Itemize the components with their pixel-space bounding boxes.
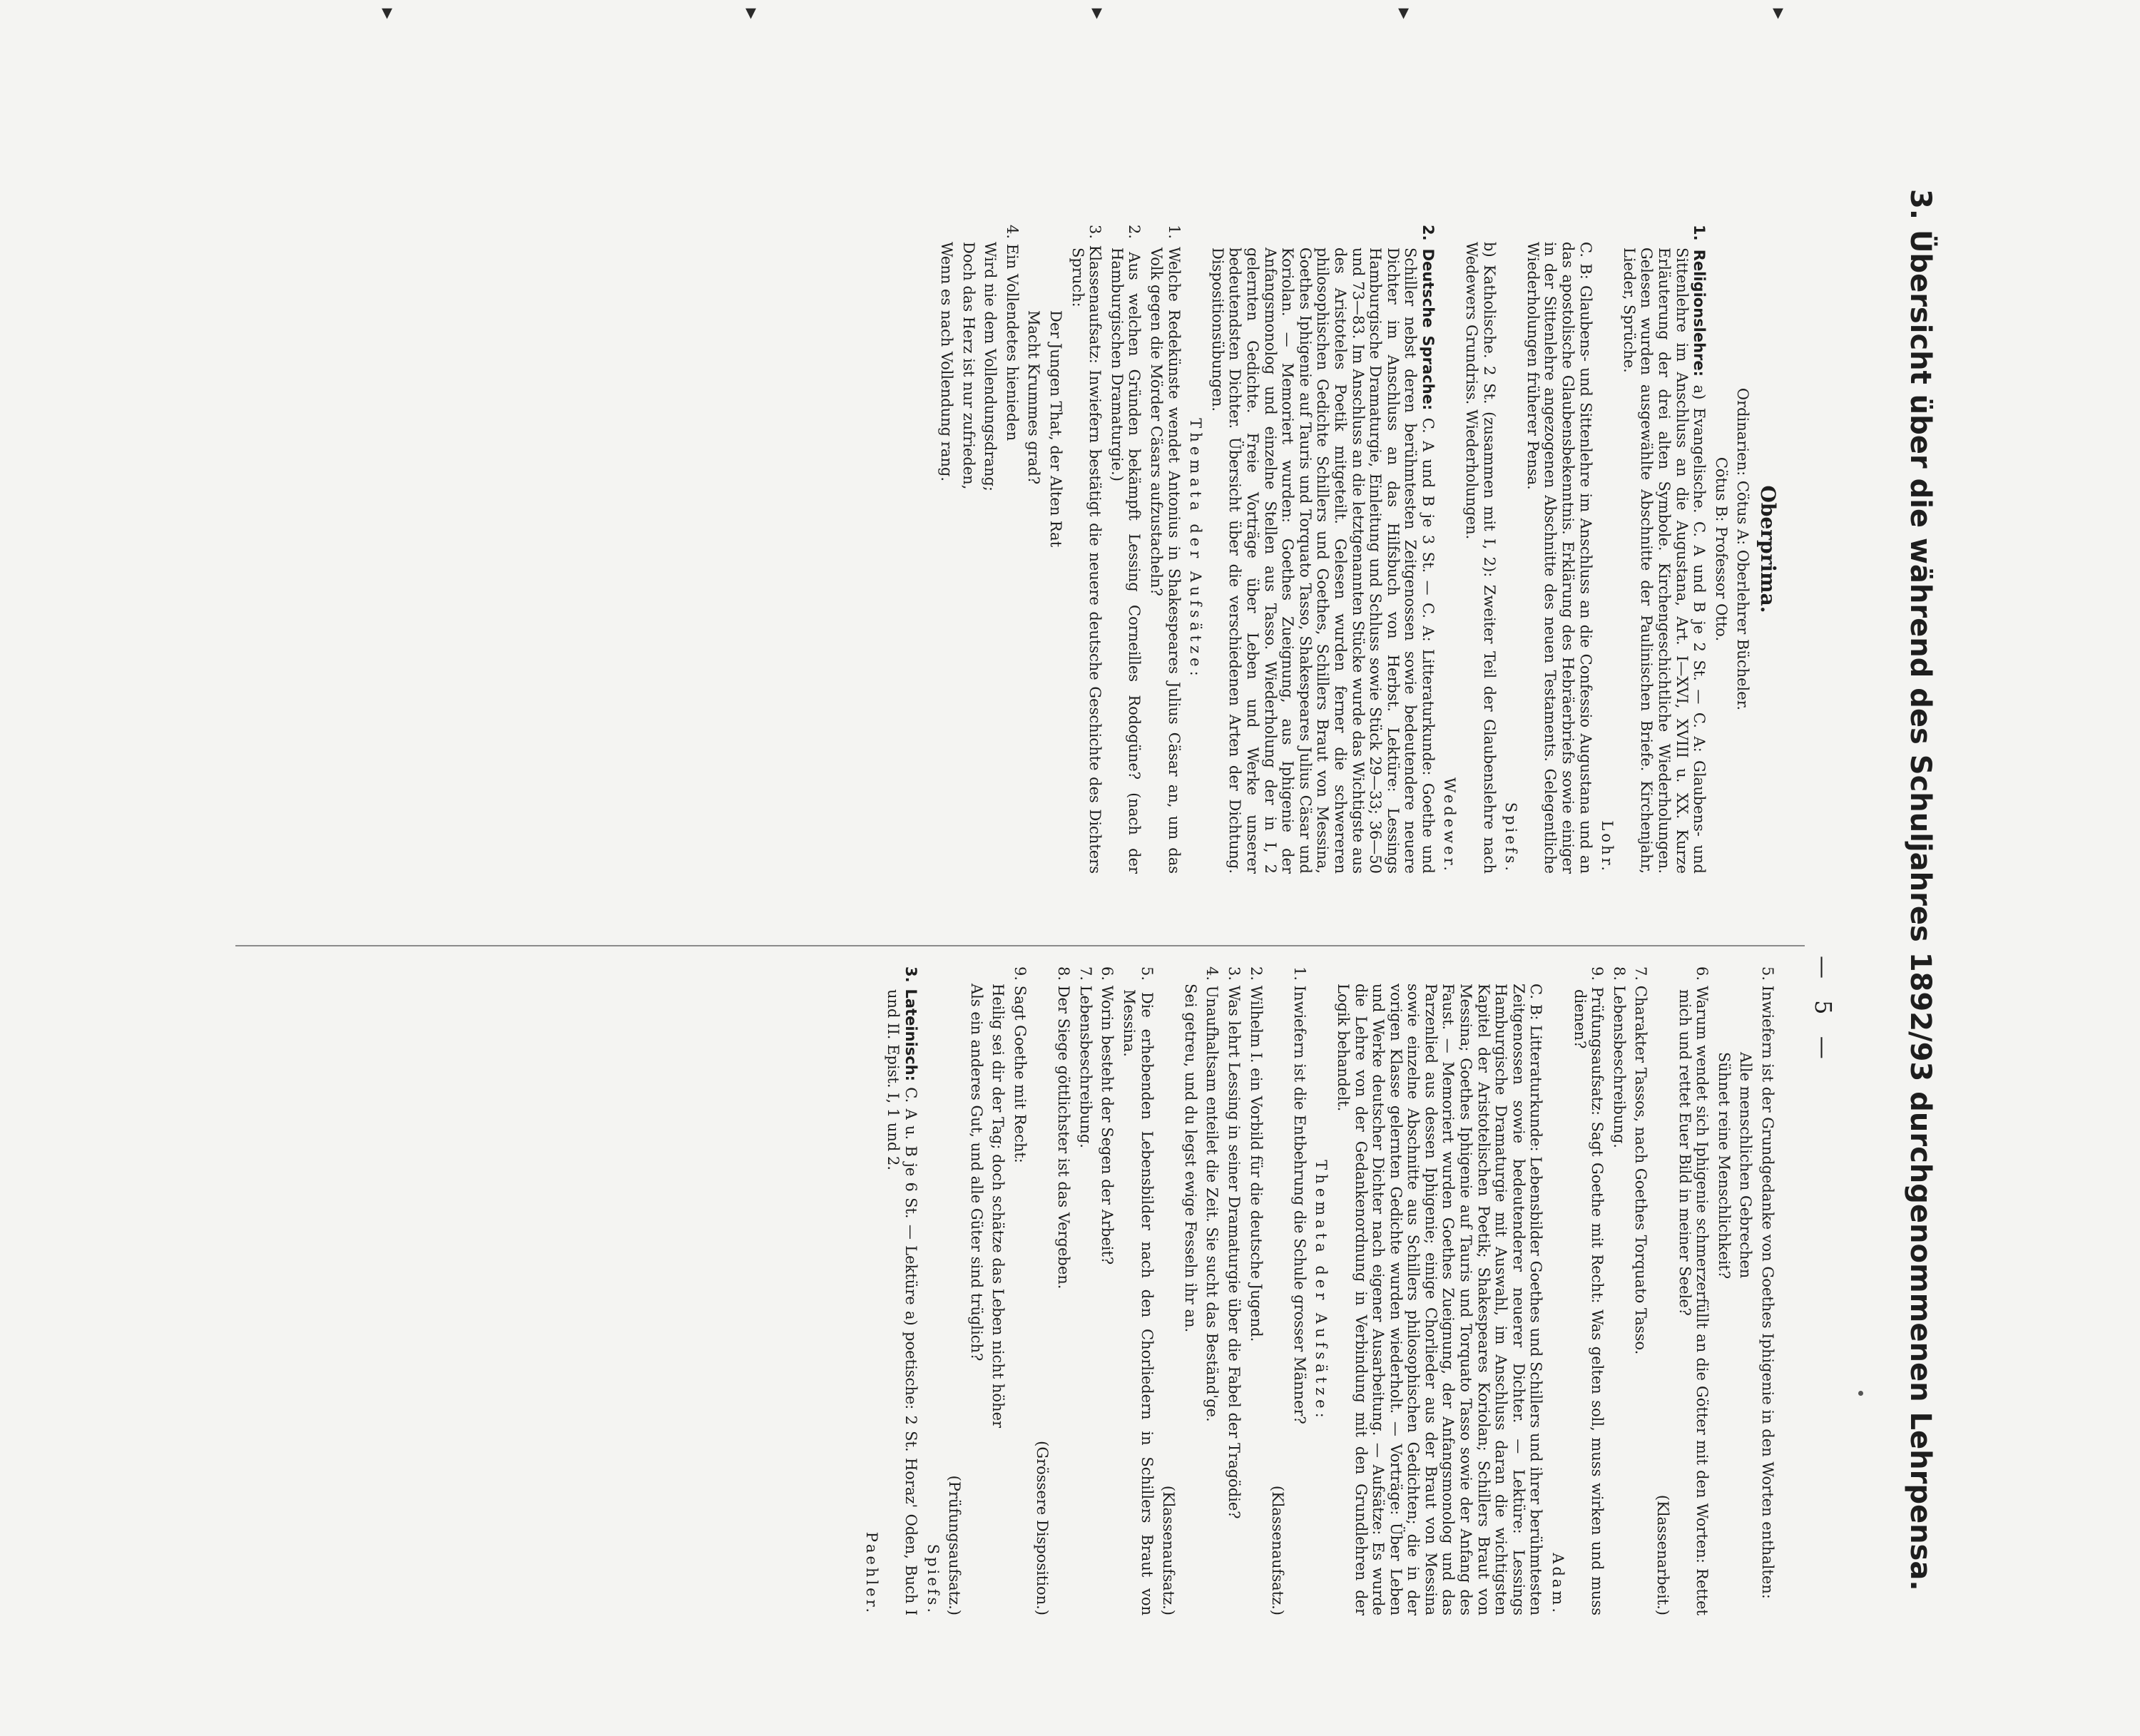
teacher-signature: Adam. [1549, 1553, 1567, 1615]
teacher-signature: Wedewer. [1441, 777, 1459, 874]
poem-line: Alle menschlichen Gebrechen [1737, 1052, 1755, 1279]
binding-mark: ▾ [745, 0, 757, 25]
binding-mark: ▾ [1773, 0, 1784, 25]
thema-item: 6. Worin besteht der Segen der Arbeit? [1099, 966, 1116, 1265]
ordinarien-line [1734, 225, 1752, 874]
page-number: — 5 — [1810, 956, 1837, 1066]
religion-heading: 1. Religionslehre: [1691, 225, 1708, 377]
themata-heading: Themata der Aufsätze: [1187, 418, 1205, 680]
teacher-signature: Spiefs. [1502, 802, 1520, 874]
thema-item: 6. Warum wendet sich Iphigenie schmerzerfüllt an die Götter mit den Worten: Rettet mich und rettet Euer Bild in meiner Seele? [1676, 966, 1711, 1615]
poem-line: Der Jungen That, der Alten Rat [1047, 310, 1065, 548]
themata-heading: Themata der Aufsätze: [1313, 1160, 1330, 1422]
poem-line: Wird nie dem Vollendungsdrang; [982, 242, 999, 491]
page-headline: 3. Übersicht über die während des Schuljahres 1892/93 durchgenommenen Lehrpensa. [1904, 189, 1937, 1591]
poem-line: Doch das Herz ist nur zufrieden, [959, 242, 977, 490]
poem-line: Als ein anderes Gut, und alle Güter sind trüglich? [967, 984, 985, 1362]
binding-mark: ▾ [1398, 0, 1410, 25]
binding-mark: ▾ [1091, 0, 1103, 25]
deutsch-heading: 2. Deutsche Sprache: [1419, 225, 1437, 411]
thema-item: 2. Wilhelm I. ein Vorbild für die deutsche Jugend. [1247, 966, 1265, 1342]
religion-paragraph [1620, 225, 1708, 874]
binding-mark: ▾ [382, 0, 393, 25]
latein-paragraph [885, 966, 919, 1615]
thema-item: 7. Lebensbeschreibung. [1076, 966, 1094, 1148]
latein-heading: 3. Lateinisch: [902, 966, 920, 1081]
thema-item: 1. Welche Redekünste wendet Antonius in Shakespeares Julius Cäsar an, um das Volk gegen die Mörder Cäsars aufzustacheln? [1148, 225, 1183, 874]
thema-item: 4. Ein Vollendetes hienieden [1003, 225, 1021, 441]
thema-item: 8. Der Siege göttlichster ist das Vergeben. [1055, 966, 1073, 1290]
thema-item: 4. Unaufhaltsam enteilet die Zeit. Sie sucht das Beständ'ge. [1203, 966, 1221, 1422]
thema-note: (Prüfungsaufsatz.) [946, 1475, 964, 1615]
poem-line: Sei getreu, und du legst ewige Fesseln ihr an. [1181, 984, 1199, 1333]
thema-item: 8. Lebensbeschreibung. [1610, 966, 1628, 1148]
thema-note: (Klassenaufsatz.) [1269, 1485, 1287, 1615]
thema-item: 5. Inwiefern ist der Grundgedanke von Goethes Iphigenie in den Worten enthalten: [1759, 966, 1776, 1599]
religion-evangelisch-text: a) Evangelische. C. A und B je 2 St. — C. A: Glaubens- und Sittenlehre im Anschluss an die Augustana, Art. I—XVI, XVIII u. XX. Kurze Erläuterung der drei alten Symbole. Kirchengeschichtliche Wiederholungen. Gelesen wurden ausgewählte Abschnitte der Paulinischen Briefe. Kirchenjahr, Lieder, Sprüche. [1620, 247, 1708, 874]
thema-item: 9. Prüfungsaufsatz: Sagt Goethe mit Recht: Was gelten soll, muss wirken und muss dienen? [1571, 966, 1606, 1615]
teacher-signature: Paehler. [862, 1531, 880, 1615]
latein-text: C. A u. B je 6 St. — Lektüre a) poetische: 2 St. Horaz' Oden, Buch I und II. Epist. I, 1 und 2. [885, 989, 920, 1615]
section-title: Oberprima. [1756, 485, 1780, 613]
poem-line: Wenn es nach Vollendung rang. [938, 242, 956, 481]
deutsch-cb-text: C. B: Litteraturkunde: Lebensbilder Goethes und Schillers und ihrer berühmtesten Zeitgenossen sowie bedeutenderer neuerer Dichter. — Lektüre: Lessings Hamburgische Dramaturgie mit Auswahl, im Anschluss daran die wichtigsten Kapitel der Aristotelischen Poetik; Shakespeares Koriolan; Schillers Braut von Messina; Goethes Iphigenie auf Tauris und Torquato Tasso sowie der Anfang des Faust. — Memoriert wurden Goethes Zueignung, der Anfangsmonolog und das Parzenlied aus dessen Iphigenie; einige Chorlieder aus der Braut von Messina sowie einzelne Abschnitte aus Schillers philosophischen Gedichten; die in der vorigen Klasse gelernten Gedichte wurden wiederholt. — Vorträge: Über Leben und Werke deutscher Dichter nach eigener Ausarbeitung. — Aufsätze: Es wurde die Lehre von der Gedankenordnung in Verbindung mit den Grundlehren der Logik behandelt. [1334, 984, 1545, 1615]
rotated-page-content [235, 146, 1937, 1701]
coetus-a: Cötus A: Oberlehrer Bücheler. [1734, 480, 1752, 711]
column-divider [235, 945, 1805, 946]
right-column [858, 966, 1776, 1615]
deutsch-paragraph [1208, 225, 1437, 874]
thema-note: (Klassenarbeit.) [1654, 1494, 1672, 1615]
thema-item: 2. Aus welchen Gründen bekämpft Lessing Corneilles Rodogüne? (nach der Hamburgischen Dramaturgie.) [1108, 225, 1143, 874]
thema-note: (Grössere Disposition.) [1033, 1441, 1051, 1615]
poem-line: Sühnet reine Menschlichkeit? [1715, 1052, 1733, 1280]
thema-item: 7. Charakter Tassos, nach Goethes Torquato Tasso. [1632, 966, 1650, 1355]
thema-item: 5. Die erhebenden Lebensbilder nach den Chorliedern in Schillers Braut von Messina. [1121, 966, 1156, 1615]
deutsch-text: C. A und B je 3 St. — C. A: Litteraturkunde: Goethe und Schiller nebst deren berühmtesten Zeitgenossen sowie bedeutendere neuere Dichter im Anschluss an das Hilfsbuch von Herbst. Lektüre: Lessings Hamburgische Dramaturgie, Einleitung und Schluss sowie Stück 29—33; 36—50 und 73—83. Im Anschluss an die letztgenannten Stücke wurde das Wichtigste aus des Aristoteles Poetik mitgeteilt. Gelesen wurden ferner die schwereren philosophischen Gedichte Schillers und Goethes, Schillers Braut von Messina, Goethes Iphigenie auf Tauris und Torquato Tasso, Shakespeares Julius Cäsar und Koriolan. — Memoriert wurden: Goethes Zueignung, aus Iphigenie der Anfangsmonolog und einzelne Stellen aus Tasso. Wiederholung der in I, 2 gelernten Gedichte. Freie Vorträge über Leben und Werke unserer bedeutendsten Dichter. Übersicht über die verschiedenen Arten der Dichtung. Dispositionsübungen. [1208, 247, 1437, 874]
ordinarien-label: Ordinarien: [1734, 387, 1752, 476]
thema-item: 9. Sagt Goethe mit Recht: [1012, 966, 1029, 1163]
thema-item: 1. Inwiefern ist die Entbehrung die Schule grosser Männer? [1290, 966, 1308, 1424]
thema-note: (Klassenaufsatz.) [1160, 1485, 1178, 1615]
poem-line: Macht Krummes grad? [1025, 310, 1043, 485]
teacher-signature: Lohr. [1599, 820, 1616, 874]
thema-item: 3. Was lehrt Lessing in seiner Dramaturgie über die Fabel der Tragödie? [1225, 966, 1243, 1519]
left-column [933, 225, 1780, 874]
religion-katholisch-text: b) Katholische. 2 St. (zusammen mit I, 2): Zweiter Teil der Glaubenslehre nach Wedewers Grundriss. Wiederholungen. [1463, 242, 1498, 874]
thema-item: 3. Klassenaufsatz: Inwiefern bestätigt die neuere deutsche Geschichte des Dichters Spruch: [1069, 225, 1104, 874]
document-page [235, 146, 1937, 1701]
coetus-b: Cötus B: Professor Otto. [1712, 456, 1730, 642]
religion-cb-text: C. B: Glaubens- und Sittenlehre im Anschluss an die Confessio Augustana und an das apostolische Glaubensbekenntnis. Erklärung des Hebräerbriefs sowie einiger in der Sittenlehre angezogenen Abschnitte des neuen Testaments. Gelegentliche Wiederholungen früherer Pensa. [1524, 242, 1594, 874]
teacher-signature: Spiefs. [924, 1543, 942, 1615]
poem-line: Heilig sei dir der Tag; doch schätze das Leben nicht höher [989, 984, 1007, 1429]
